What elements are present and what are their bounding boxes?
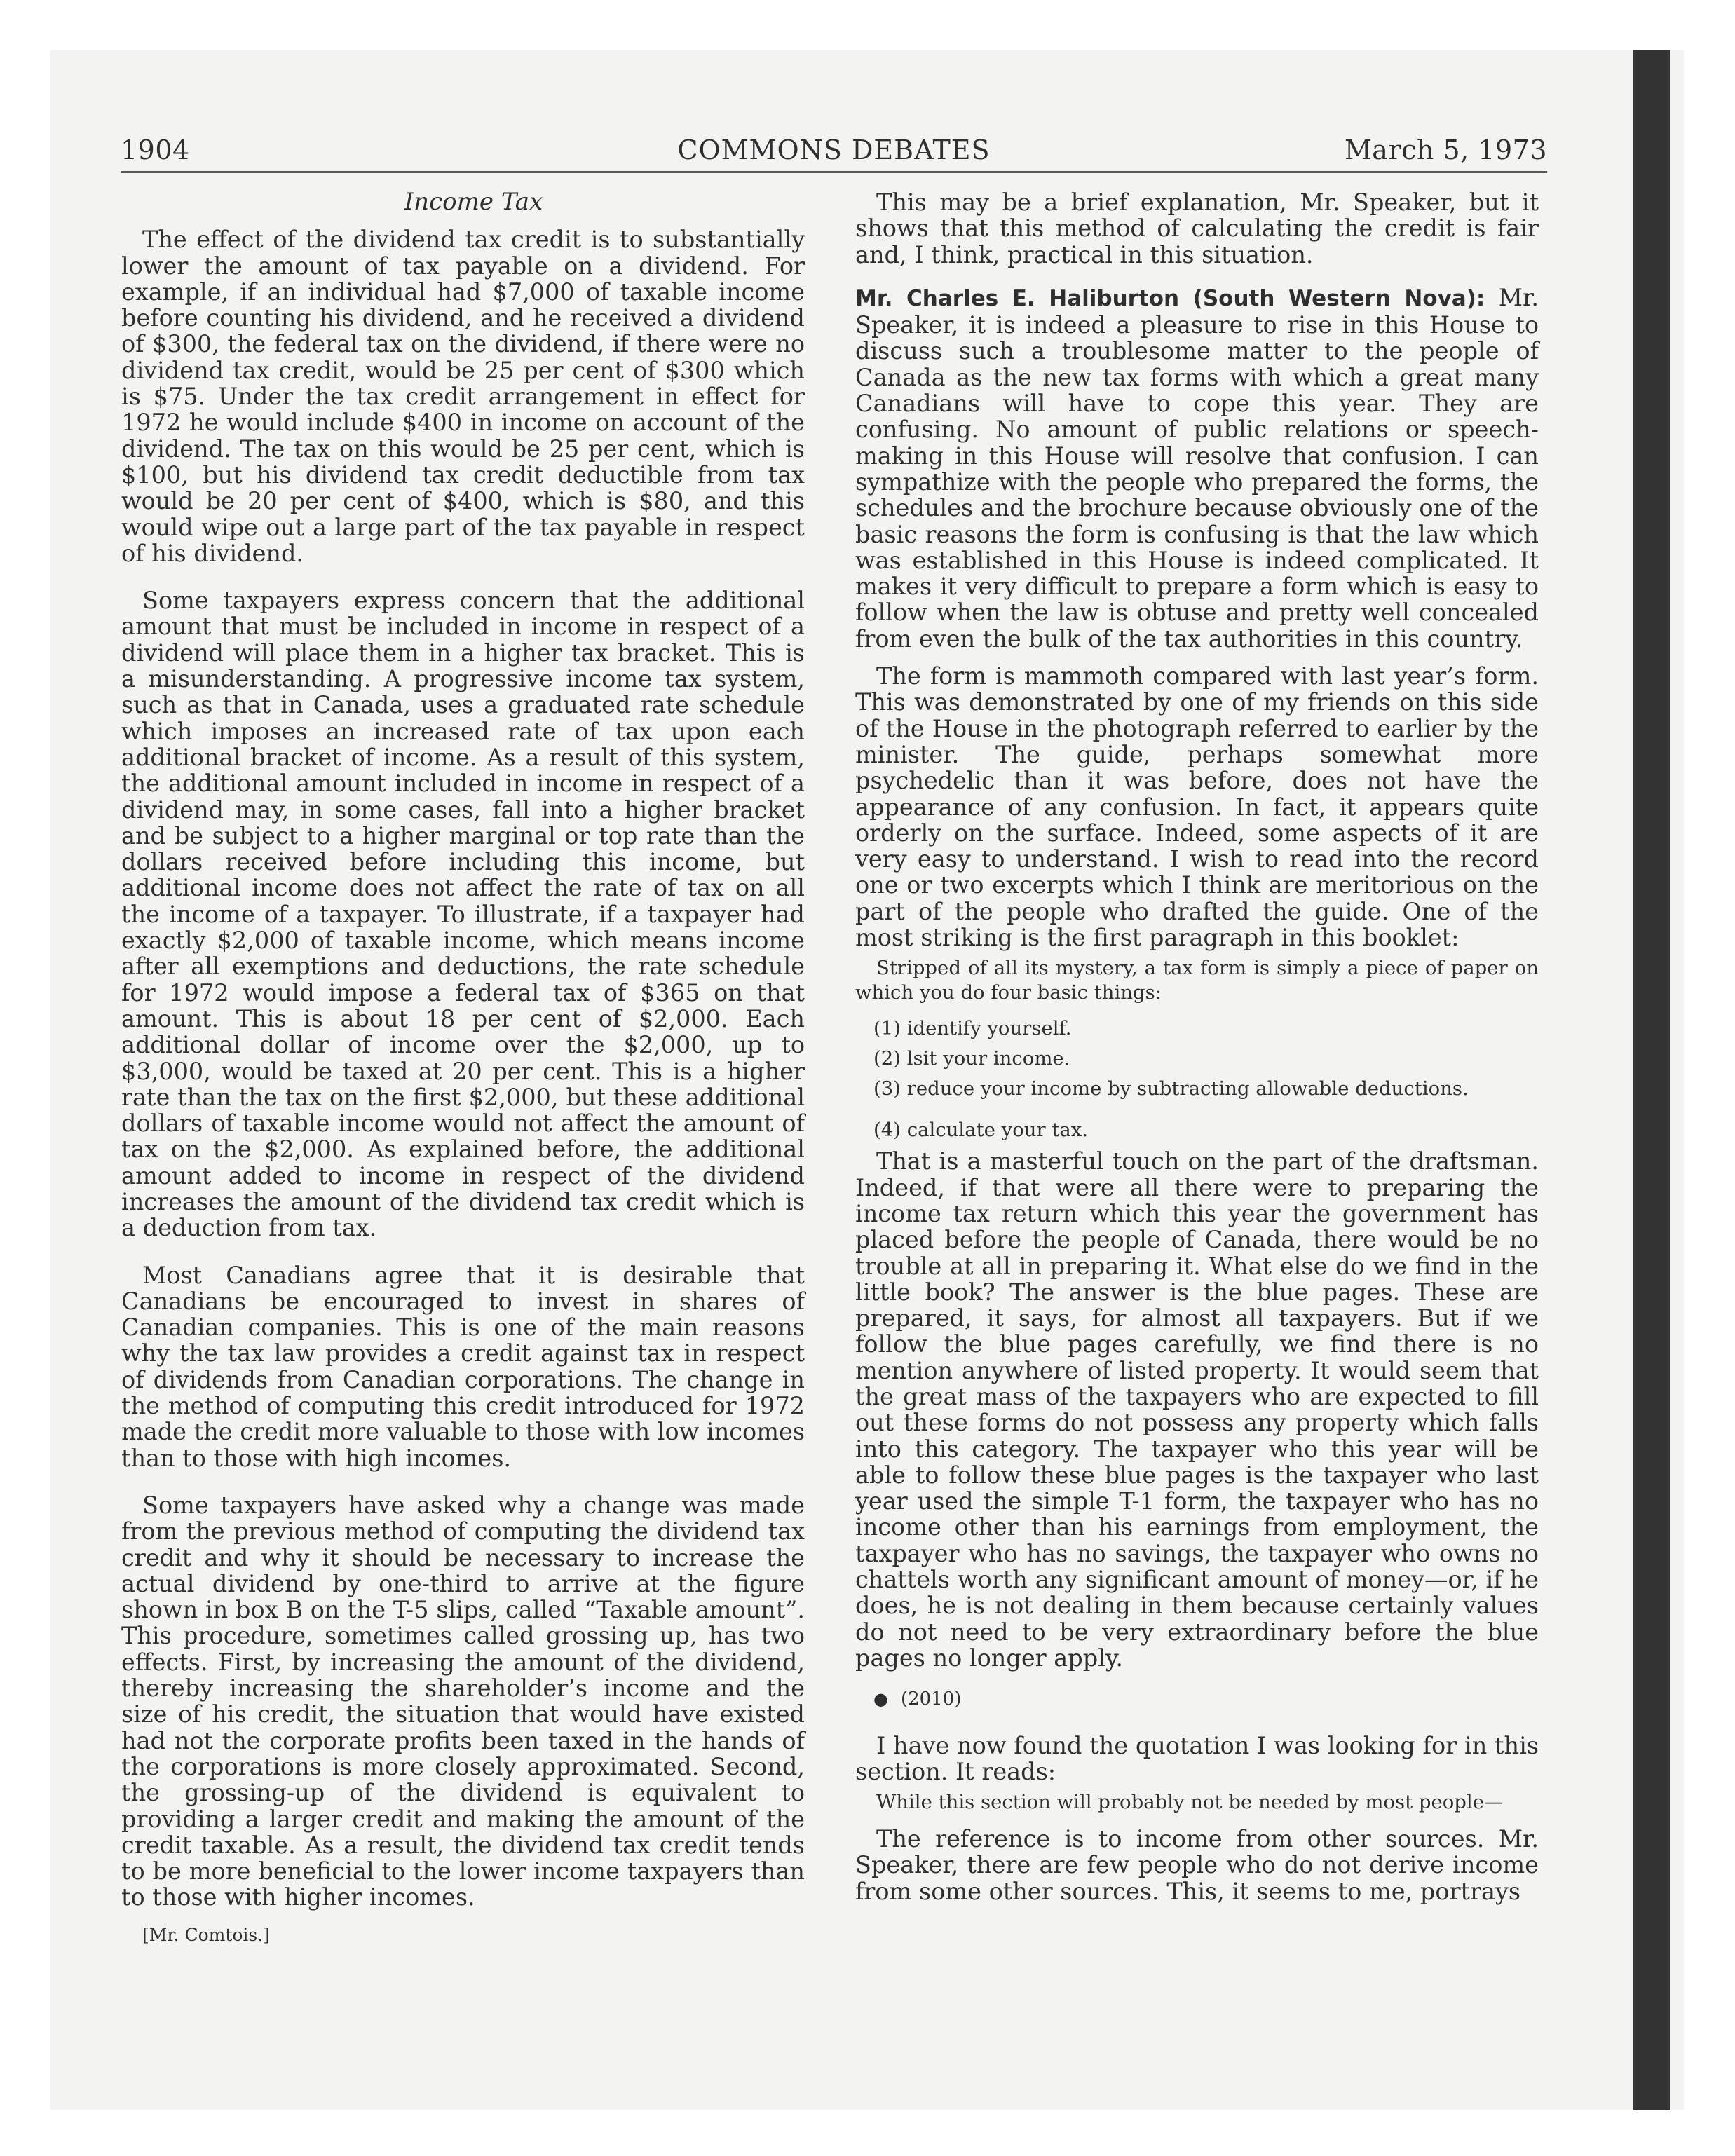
page-date: March 5, 1973 xyxy=(1344,135,1547,165)
speaker-reference: [Mr. Comtois.] xyxy=(142,1924,270,1945)
scan-edge-shadow xyxy=(1633,50,1670,2110)
speech-paragraph xyxy=(855,285,1539,652)
page-header xyxy=(121,132,1547,173)
publication-title: COMMONS DEBATES xyxy=(677,135,991,165)
quote-list-item: (3) reduce your income by subtracting allowable deductions. xyxy=(873,1077,1469,1100)
speaker-name: Mr. Charles E. Haliburton (South Western Nova): xyxy=(855,285,1485,311)
quote-list-item: (2) lsit your income. xyxy=(873,1047,1070,1070)
paragraph: The form is mammoth compared with last year’s form. This was demonstrated by one of my friends on this side of the House in the photograph referred to earlier by the minister. The guide, perhaps somewhat more psychedelic than it was before, does not have the appearance of any confusion. In fact, it appears quite orderly on the surface. Indeed, some aspects of it are very easy to understand. I wish to read into the record one or two excerpts which I think are meritorious on the part of the people who drafted the guide. One of the most striking is the first paragraph in this booklet: xyxy=(855,662,1539,952)
paragraph: The reference is to income from other sources. Mr. Speaker, there are few people who do not derive income from some other sources. This, it seems to me, portrays xyxy=(855,1825,1539,1905)
time-marker xyxy=(873,1686,1539,1712)
left-column xyxy=(121,189,805,1959)
bullet-icon: ● xyxy=(873,1689,888,1710)
block-quote: While this section will probably not be needed by most people— xyxy=(876,1791,1504,1814)
paragraph: That is a masterful touch on the part of the draftsman. Indeed, if that were all there were to preparing the income tax return which this year the government has placed before the people of Canada, there would be no trouble at all in preparing it. What else do we find in the little book? The answer is the blue pages. These are prepared, it says, for almost all taxpayers. But if we follow the blue pages carefully, we find there is no mention anywhere of listed property. It would seem that the great mass of the taxpayers who are expected to fill out these forms do not possess any property which falls into this category. The taxpayer who this year will be able to follow these blue pages is the taxpayer who last year used the simple T-1 form, the taxpayer who has no income other than his earnings from employment, the taxpayer who has no savings, the taxpayer who owns no chattels worth any significant amount of money—or, if he does, he is not dealing in them because certainly values do not need to be very extraordinary before the blue pages no longer apply. xyxy=(855,1147,1539,1672)
paragraph: Some taxpayers express concern that the additional amount that must be included in income in respect of a dividend will place them in a higher tax bracket. This is a misunderstanding. A progressive income tax system, such as that in Canada, uses a graduated rate schedule which imposes an increased rate of tax upon each additional bracket of income. As a result of this system, the additional amount included in income in respect of a dividend may, in some cases, fall into a higher bracket and be subject to a higher marginal or top rate than the dollars received before including this income, but additional income does not affect the rate of tax on all the income of a taxpayer. To illustrate, if a taxpayer had exactly $2,000 of taxable income, which means income after all exemptions and deductions, the rate schedule for 1972 would impose a federal tax of $365 on that amount. This is about 18 per cent of $2,000. Each additional dollar of income over the $2,000, up to $3,000, would be taxed at 20 per cent. This is a higher rate than the tax on the first $2,000, but these additional dollars of taxable income would not affect the amount of tax on the $2,000. As explained before, the additional amount added to income in respect of the dividend increases the amount of the dividend tax credit which is a deduction from tax. xyxy=(121,587,805,1242)
paragraph: I have now found the quotation I was looking for in this section. It reads: xyxy=(855,1731,1539,1785)
paragraph: Some taxpayers have asked why a change was made from the previous method of computing the dividend tax credit and why it should be necessary to increase the actual dividend by one-third to arrive at the figure shown in box B on the T-5 slips, called “Taxable amount”. This procedure, sometimes called grossing up, has two effects. First, by increasing the amount of the dividend, thereby increasing the shareholder’s income and the size of his credit, the situation that would have existed had not the corporate profits been taxed in the hands of the corporations is more closely approximated. Second, the grossing-up of the dividend is equivalent to providing a larger credit and making the amount of the credit taxable. As a result, the dividend tax credit tends to be more beneficial to the lower income taxpayers than to those with higher incomes. xyxy=(121,1491,805,1911)
time-marker-text: (2010) xyxy=(900,1688,962,1710)
quote-list-item: (4) calculate your tax. xyxy=(873,1119,1089,1142)
block-quote: Stripped of all its mystery, a tax form is simply a piece of paper on which you do four basic things: xyxy=(855,957,1539,1004)
paragraph: The effect of the dividend tax credit is to substantially lower the amount of tax payable on a dividend. For example, if an individual had $7,000 of taxable income before counting his dividend, and he received a dividend of $300, the federal tax on the dividend, if there were no dividend tax credit, would be 25 per cent of $300 which is $75. Under the tax credit arrangement in effect for 1972 he would include $400 in income on account of the dividend. The tax on this would be 25 per cent, which is $100, but his dividend tax credit deductible from tax would be 20 per cent of $400, which is $80, and this would wipe out a large part of the tax payable in respect of his dividend. xyxy=(121,226,805,567)
section-title: Income Tax xyxy=(404,188,543,216)
paragraph: This may be a brief explanation, Mr. Speaker, but it shows that this method of calculating the credit is fair and, I think, practical in this situation. xyxy=(855,189,1539,268)
right-column xyxy=(855,189,1539,1916)
quote-list-item: (1) identify yourself. xyxy=(873,1017,1072,1040)
speech-text: Mr. Speaker, it is indeed a pleasure to rise in this House to discuss such a troublesome matter to the people of Canada as the new tax forms with which a great many Canadians will have to cope this year. They are confusing. No amount of public relations or speech-making in this House will resolve that confusion. I can sympathize with the people who prepared the forms, the schedules and the brochure because obviously one of the basic reasons the form is confusing is that the law which was established in this House is indeed complicated. It makes it very difficult to prepare a form which is easy to follow when the law is obtuse and pretty well concealed from even the bulk of the tax authorities in this country. xyxy=(855,283,1539,653)
page-number: 1904 xyxy=(121,135,190,165)
paragraph: Most Canadians agree that it is desirable that Canadians be encouraged to invest in shares of Canadian companies. This is one of the main reasons why the tax law provides a credit against tax in respect of dividends from Canadian corporations. The change in the method of computing this credit introduced for 1972 made the credit more valuable to those with low incomes than to those with high incomes. xyxy=(121,1261,805,1472)
